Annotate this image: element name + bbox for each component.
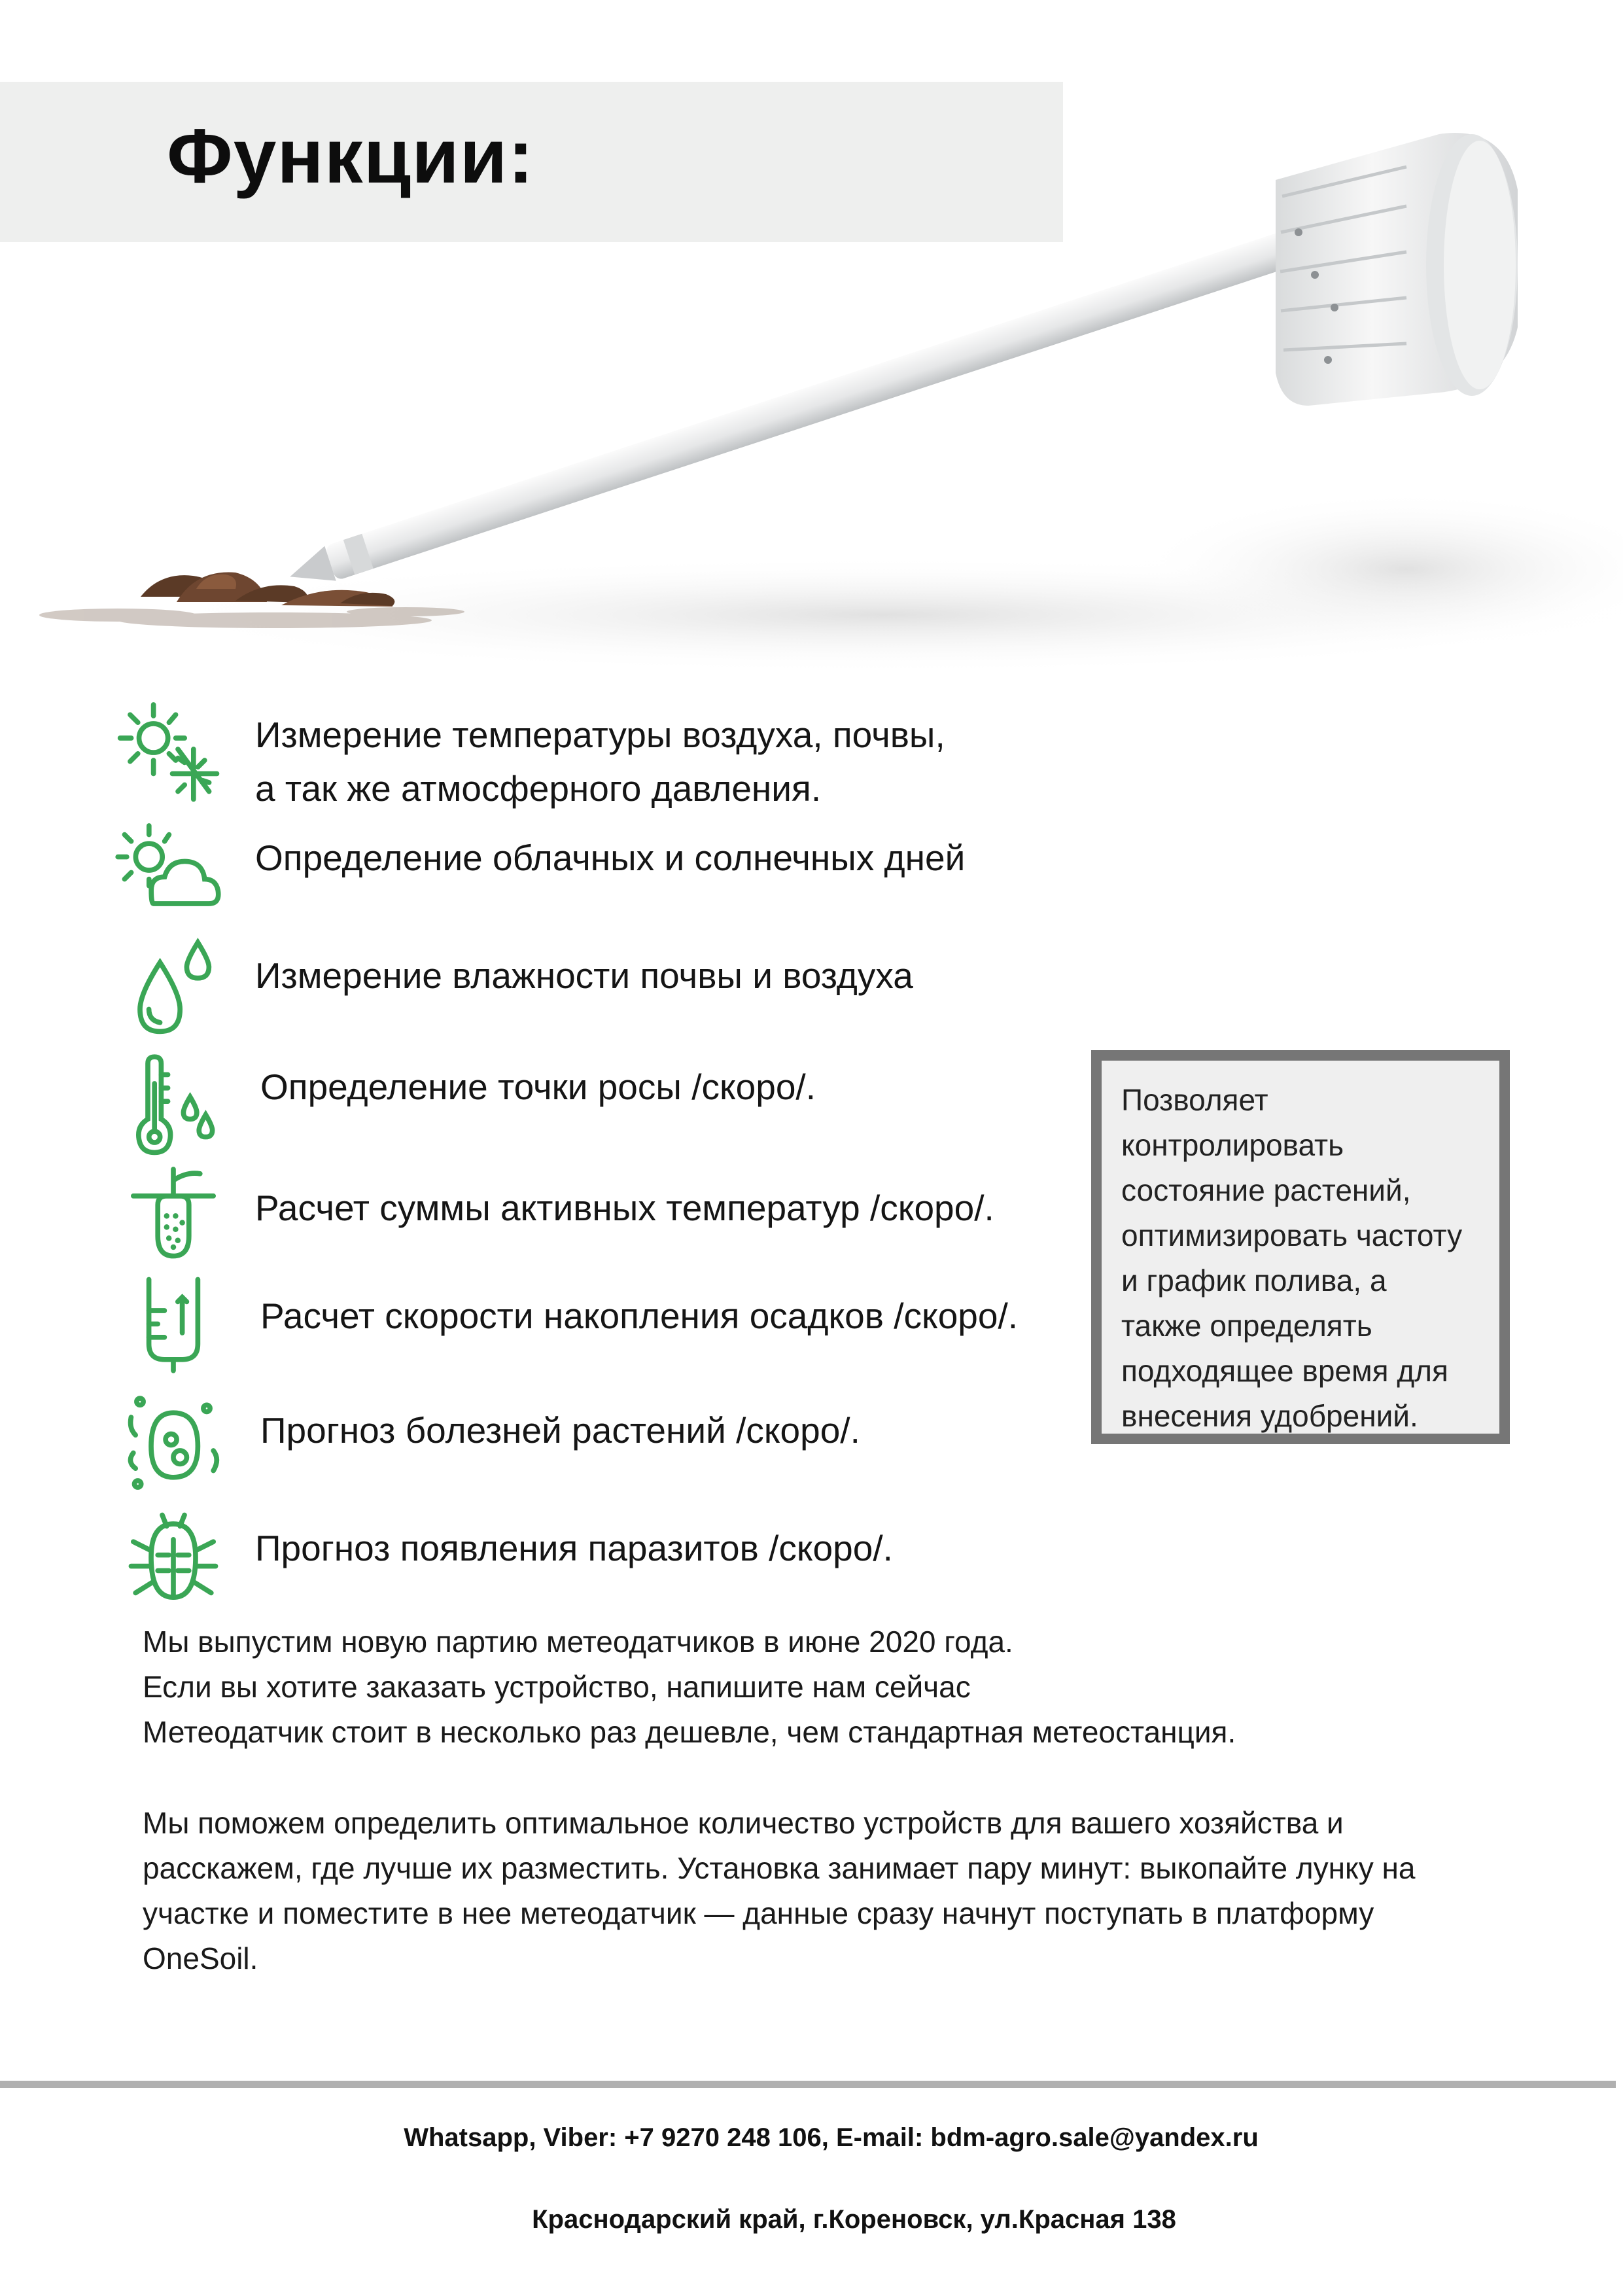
feature-text-precipitation: Расчет скорости накопления осадков /скоро/. xyxy=(260,1296,1019,1336)
info-box xyxy=(1091,1050,1510,1444)
rain-gauge-icon xyxy=(118,1266,229,1377)
feature-text-active-temperatures: Расчет суммы активных температур /скоро/. xyxy=(255,1188,994,1228)
footer-divider xyxy=(0,2081,1616,2088)
footer-contacts: Whatsapp, Viber: +7 9270 248 106, E-mail: bdm-agro.sale@yandex.ru xyxy=(404,2123,1259,2152)
feature-text-plant-diseases: Прогноз болезней растений /скоро/. xyxy=(260,1410,860,1451)
sun-cloud-icon xyxy=(111,815,222,926)
thermometer-drops-icon xyxy=(114,1050,226,1161)
feature-text-dew-point: Определение точки росы /скоро/. xyxy=(260,1067,816,1107)
droplets-icon xyxy=(118,929,229,1040)
feature-text-humidity: Измерение влажности почвы и воздуха xyxy=(255,955,913,996)
temperature-icon xyxy=(111,694,222,805)
feature-text-clouds: Определение облачных и солнечных дней xyxy=(255,838,966,878)
plant-disease-icon xyxy=(118,1384,229,1495)
seed-temperature-icon xyxy=(118,1158,229,1269)
info-box-text: Позволяет контролировать состояние растений, оптимизировать частоту и график полива, а также определять подходящее время для внесения удобрений. xyxy=(1121,1083,1463,1433)
feature-text-parasites: Прогноз появления паразитов /скоро/. xyxy=(255,1528,893,1568)
bug-icon xyxy=(118,1502,229,1613)
page-title: Функции: xyxy=(167,113,534,200)
footer-address: Краснодарский край, г.Кореновск, ул.Красная 138 xyxy=(532,2205,1176,2234)
announcement-paragraph: Мы выпустим новую партию метеодатчиков в июне 2020 года. Если вы хотите заказать устройство, напишите нам сейчас Метеодатчик стоит в несколько раз дешевле, чем стандартная метеостанция. xyxy=(143,1625,1236,1749)
installation-paragraph: Мы поможем определить оптимальное количество устройств для вашего хозяйства и расскажем, где лучше их разместить. Установка занимает пару минут: выкопайте лунку на участке и поместите в нее метеодатчик — данные сразу начнут поступать в платформу OneSoil. xyxy=(143,1806,1416,1975)
feature-text-temperature: Измерение температуры воздуха, почвы, а так же атмосферного давления. xyxy=(255,715,945,809)
sensor-product-image xyxy=(0,98,1623,687)
